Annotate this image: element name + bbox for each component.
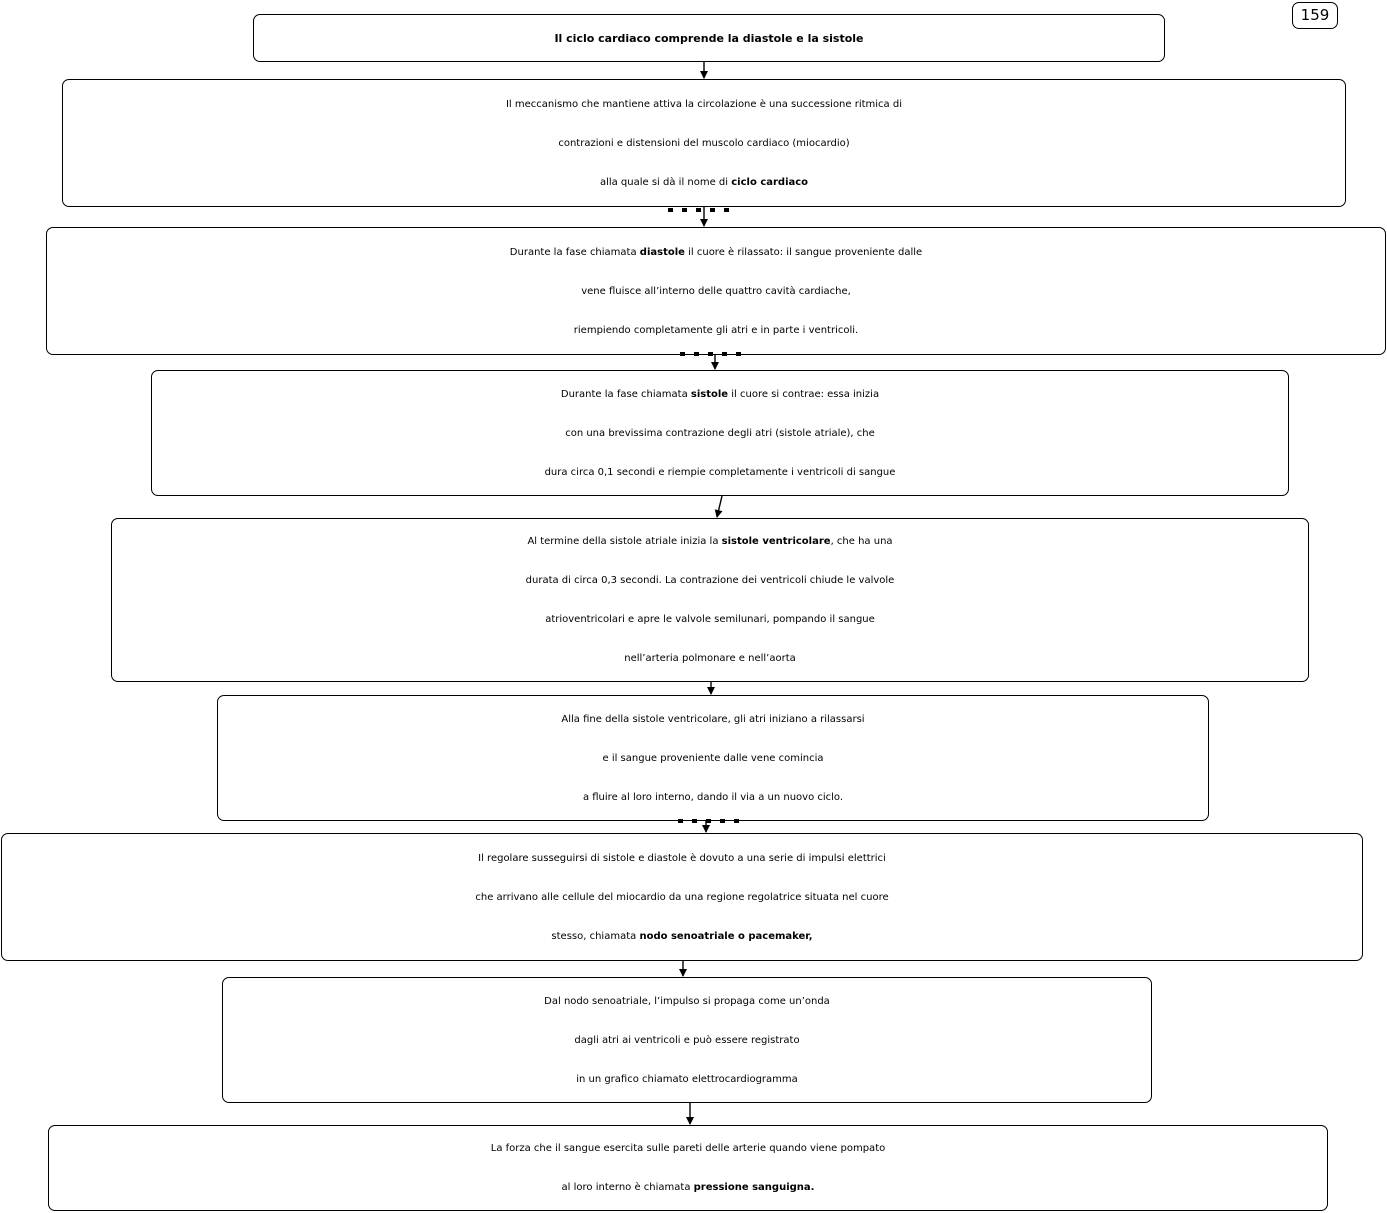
- box-text-line: [223, 982, 1151, 1021]
- box-text-line: [63, 163, 1345, 202]
- text-segment: nell’arteria polmonare e nell’aorta: [624, 653, 796, 664]
- key-term: nodo senoatriale o pacemaker,: [639, 930, 813, 942]
- text-segment: Durante la fase chiamata: [509, 246, 640, 258]
- box-text-line: [152, 414, 1288, 453]
- text-segment: Durante la fase chiamata: [560, 388, 691, 400]
- box-text-line: [112, 600, 1308, 639]
- box-text-line: [49, 1168, 1327, 1207]
- box-text-line: [2, 917, 1362, 956]
- diagram-title: Il ciclo cardiaco comprende la diastole e la sistole: [554, 31, 864, 45]
- text-segment: a fluire al loro interno, dando il via a un nuovo ciclo.: [582, 791, 844, 803]
- concept-box-pressione-sanguigna: [48, 1125, 1328, 1211]
- key-term: ciclo cardiaco: [731, 176, 809, 188]
- text-segment: dura circa 0,1 secondi e riempie completamente i ventricoli di sangue: [544, 466, 896, 478]
- text-segment: alla quale si dà il nome di: [599, 176, 732, 188]
- box-text-line: [152, 453, 1288, 492]
- text-segment: Al termine della sistole atriale inizia la: [527, 536, 722, 547]
- box-text-line: [223, 1060, 1151, 1099]
- text-segment: La forza che il sangue esercita sulle pareti delle arterie quando viene pompato: [490, 1143, 886, 1154]
- text-segment: Il regolare susseguirsi di sistole e diastole è dovuto a una serie di impulsi elettrici: [478, 852, 886, 864]
- concept-box-ciclo-cardiaco: [62, 79, 1346, 207]
- text-segment: vene fluisce all’interno delle quattro cavità cardiache,: [581, 285, 851, 297]
- text-segment: atrioventricolari e apre le valvole semilunari, pompando il sangue: [545, 614, 875, 625]
- text-segment: durata di circa 0,3 secondi. La contrazione dei ventricoli chiude le valvole: [525, 575, 895, 586]
- text-segment: Alla fine della sistole ventricolare, gli atri iniziano a rilassarsi: [561, 713, 865, 725]
- text-segment: contrazioni e distensioni del muscolo cardiaco (miocardio): [558, 137, 850, 149]
- page-number-badge: 159: [1292, 2, 1338, 29]
- text-segment: il cuore è rilassato: il sangue proveniente dalle: [684, 246, 923, 258]
- concept-box-elettrocardiogramma: [222, 977, 1152, 1103]
- box-text-line: [47, 233, 1385, 272]
- concept-box-diastole: [46, 227, 1386, 355]
- box-text-line: [47, 311, 1385, 350]
- box-text-line: [112, 639, 1308, 678]
- box-text-line: [223, 1021, 1151, 1060]
- concept-box-sistole: [151, 370, 1289, 496]
- box-text-line: [49, 1129, 1327, 1168]
- text-segment: riempiendo completamente gli atri e in parte i ventricoli.: [573, 324, 859, 336]
- box-text-line: [112, 522, 1308, 561]
- text-segment: con una brevissima contrazione degli atri (sistole atriale), che: [565, 427, 875, 439]
- text-segment: al loro interno è chiamata: [561, 1182, 694, 1193]
- box-text-line: [218, 778, 1208, 817]
- box-text-line: [47, 272, 1385, 311]
- box-text-line: [63, 124, 1345, 163]
- concept-box-pacemaker: [1, 833, 1363, 961]
- concept-box-sistole-ventricolare: [111, 518, 1309, 682]
- text-segment: e il sangue proveniente dalle vene comincia: [602, 752, 824, 764]
- key-term: sistole ventricolare: [721, 536, 831, 547]
- box-text-line: [63, 85, 1345, 124]
- box-text-line: [2, 839, 1362, 878]
- text-segment: Dal nodo senoatriale, l’impulso si propaga come un’onda: [544, 995, 830, 1007]
- text-segment: Il meccanismo che mantiene attiva la circolazione è una successione ritmica di: [505, 98, 902, 110]
- text-segment: dagli atri ai ventricoli e può essere registrato: [574, 1034, 800, 1046]
- key-term: sistole: [690, 388, 729, 400]
- box-text-line: [218, 739, 1208, 778]
- text-segment: il cuore si contrae: essa inizia: [728, 388, 880, 400]
- box-text-line: [112, 561, 1308, 600]
- diagram-title-box: [253, 14, 1165, 62]
- concept-box-nuovo-ciclo: [217, 695, 1209, 821]
- box-text-line: [2, 878, 1362, 917]
- key-term: pressione sanguigna.: [693, 1182, 815, 1193]
- box-text-line: [152, 375, 1288, 414]
- text-segment: , che ha una: [830, 536, 893, 547]
- text-segment: in un grafico chiamato elettrocardiogramma: [576, 1073, 798, 1085]
- text-segment: stesso, chiamata: [551, 930, 640, 942]
- connector-arrow: [717, 496, 722, 517]
- text-segment: che arrivano alle cellule del miocardio da una regione regolatrice situata nel cuore: [475, 891, 889, 903]
- box-text-line: [218, 700, 1208, 739]
- key-term: diastole: [639, 246, 685, 258]
